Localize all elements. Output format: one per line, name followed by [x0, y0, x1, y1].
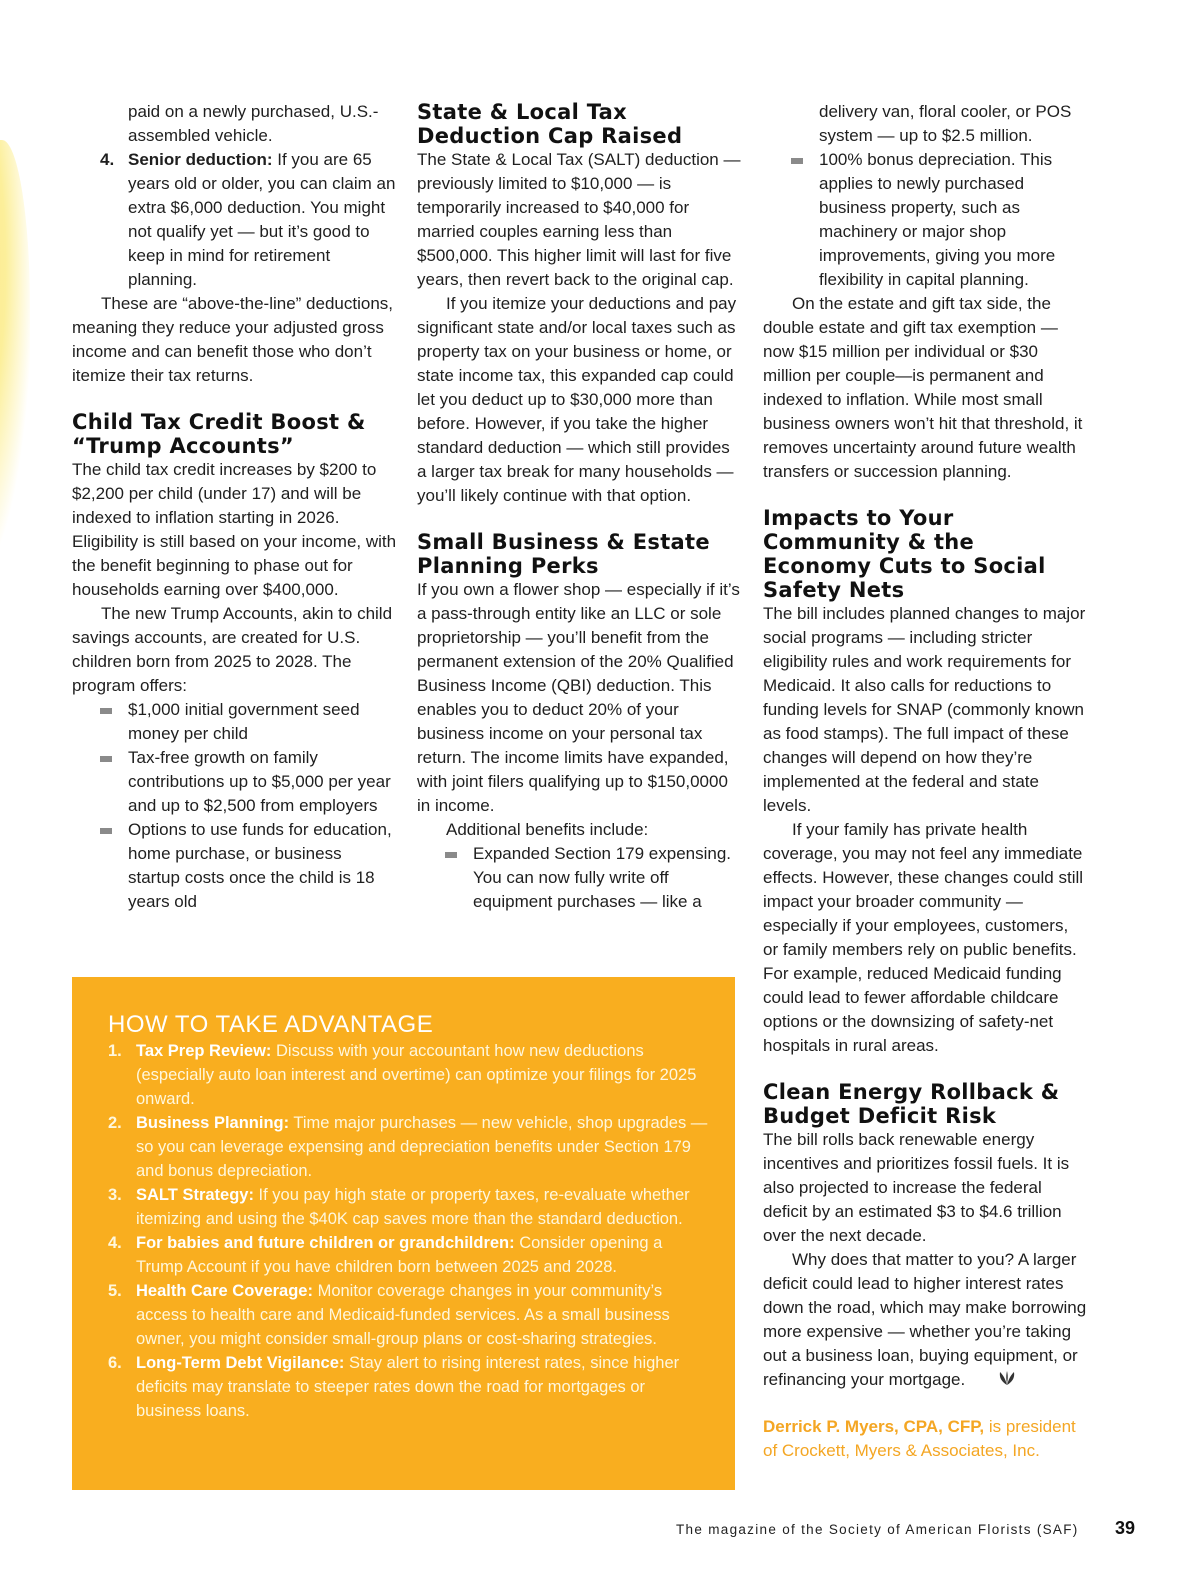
advantage-item — [108, 1351, 708, 1423]
senior-deduction-label: Senior deduction: — [128, 150, 273, 169]
item-label: Long-Term Debt Vigilance: — [136, 1354, 345, 1372]
list-item-text: $1,000 initial government seed money per child — [128, 700, 360, 743]
list-item — [763, 148, 1088, 292]
item-number: 2. — [108, 1114, 122, 1132]
bullet-icon — [100, 828, 112, 834]
list-item — [72, 818, 397, 914]
item-number: 1. — [108, 1042, 122, 1060]
paragraph: If you itemize your deductions and pay significant state and/or local taxes such as property tax on your business or home, or state income tax, this expanded cap could let you deduct up to $30,000 more than before. However, if you take the higher standard deduction — which still provides a larger tax break for many households — you’ll likely continue with that option. — [417, 294, 737, 505]
heading-salt-cap: State & Local Tax Deduction Cap Raised — [417, 100, 683, 148]
list-item-continued: paid on a newly purchased, U.S.-assembled vehicle. — [128, 102, 379, 145]
bullet-icon — [100, 756, 112, 762]
item-number: 4. — [108, 1234, 122, 1252]
item-text: Discuss with your accountant how new deductions (especially auto loan interest and overtime) can optimize your filings for 2025 onward. — [136, 1042, 697, 1108]
paragraph: The bill rolls back renewable energy incentives and prioritizes fossil fuels. It is also projected to increase the federal deficit by an estimated $3 to $4.6 trillion over the next decade. — [763, 1130, 1070, 1245]
paragraph-final — [763, 1248, 1088, 1393]
paragraph: On the estate and gift tax side, the double estate and gift tax exemption — now $15 million per individual or $30 million per couple—is permanent and indexed to inflation. While most small business owners won’t hit that threshold, it removes uncertainty around future wealth transfers or succession planning. — [763, 294, 1083, 481]
advantage-item — [108, 1231, 708, 1279]
item-label: Health Care Coverage: — [136, 1282, 313, 1300]
item-label: Business Planning: — [136, 1114, 290, 1132]
list-item-continued: delivery van, floral cooler, or POS system — up to $2.5 million. — [819, 102, 1072, 145]
item-label: Tax Prep Review: — [136, 1042, 272, 1060]
item-text: Stay alert to rising interest rates, since higher deficits may translate to steeper rates down the road for mortgages or business loans. — [136, 1354, 680, 1420]
senior-deduction-text: If you are 65 years old or older, you can claim an extra $6,000 deduction. You might not qualify yet — but it’s good to keep in mind for retirement planning. — [128, 150, 396, 289]
column-2 — [417, 100, 742, 914]
advantage-item — [108, 1183, 708, 1231]
bullet-icon — [100, 708, 112, 714]
bullet-icon — [791, 158, 803, 164]
bullet-icon — [445, 852, 457, 858]
list-item — [72, 746, 397, 818]
heading-child-tax-credit: Child Tax Credit Boost & “Trump Accounts” — [72, 410, 366, 458]
paragraph: The child tax credit increases by $200 to $2,200 per child (under 17) and will be indexed to inflation starting in 2026. Eligibility is still based on your income, with the benefit beginning to phase out for households earning over $400,000. — [72, 460, 397, 599]
item-label: For babies and future children or grandchildren: — [136, 1234, 515, 1252]
item-number: 6. — [108, 1354, 122, 1372]
paragraph: The new Trump Accounts, akin to child savings accounts, are created for U.S. children born from 2025 to 2028. The program offers: — [72, 604, 393, 695]
magazine-footer: The magazine of the Society of American Florists (SAF) — [676, 1522, 1079, 1537]
item-number: 5. — [108, 1282, 122, 1300]
saf-logo-icon — [969, 1369, 1016, 1393]
paragraph: The bill includes planned changes to major social programs — including stricter eligibility rules and work requirements for Medicaid. It also calls for reductions to funding levels for SNAP (commonly known as food stamps). The full impact of these changes will depend on how they’re implemented at the federal and state levels. — [763, 604, 1086, 815]
heading-community-impacts: Impacts to Your Community & the Economy Cuts to Social Safety Nets — [763, 506, 1046, 602]
list-number: 4. — [100, 150, 115, 169]
advantage-item — [108, 1039, 708, 1111]
box-title: HOW TO TAKE ADVANTAGE — [108, 1011, 434, 1038]
list-item — [417, 842, 742, 914]
trump-accounts-list — [72, 698, 397, 914]
paragraph: Additional benefits include: — [446, 820, 649, 839]
paragraph: If your family has private health coverage, you may not feel any immediate effects. However, these changes could still impact your broader community — especially if your employees, customers, or family members rely on public benefits. For example, reduced Medicaid funding could lead to fewer affordable childcare options or the downsizing of safety-net hospitals in rural areas. — [763, 820, 1084, 1055]
paragraph-text: Why does that matter to you? A larger deficit could lead to higher interest rates down the road, which may make borrowing more expensive — whether you’re taking out a business loan, buying equipment, or refinancing your mortgage. — [763, 1250, 1087, 1389]
item-text: Monitor coverage changes in your community’s access to health care and Medicaid-funded services. As a small business owner, you might consider small-group plans or cost-sharing strategies. — [136, 1282, 670, 1348]
advantage-item — [108, 1279, 708, 1351]
item-number: 3. — [108, 1186, 122, 1204]
author-byline — [763, 1415, 1088, 1463]
page-number: 39 — [1115, 1518, 1136, 1538]
watercolor-splash — [0, 140, 30, 560]
advantage-item — [108, 1111, 708, 1183]
column-1 — [72, 100, 397, 914]
item-text: Time major purchases — new vehicle, shop upgrades — so you can leverage expensing and depreciation benefits under Section 179 and bonus depreciation. — [136, 1114, 708, 1180]
paragraph: These are “above-the-line” deductions, meaning they reduce your adjusted gross income and can benefit those who don’t itemize their tax returns. — [72, 294, 393, 385]
column-3 — [763, 100, 1088, 1463]
list-item-text: 100% bonus depreciation. This applies to newly purchased business property, such as machinery or major shop improvements, giving you more flexibility in capital planning. — [819, 150, 1056, 289]
heading-clean-energy: Clean Energy Rollback & Budget Deficit Risk — [763, 1080, 1060, 1128]
how-to-take-advantage-box — [72, 977, 735, 1490]
list-item-text: Expanded Section 179 expensing. You can now fully write off equipment purchases — like a — [473, 844, 732, 911]
paragraph: The State & Local Tax (SALT) deduction — previously limited to $10,000 — is temporarily increased to $40,000 for married couples earning less than $500,000. This higher limit will last for five years, then revert back to the original cap. — [417, 150, 741, 289]
item-text: If you pay high state or property taxes, re-evaluate whether itemizing and using the $40K cap saves more than the standard deduction. — [136, 1186, 690, 1228]
heading-small-business: Small Business & Estate Planning Perks — [417, 530, 710, 578]
author-name: Derrick P. Myers, CPA, CFP, — [763, 1416, 985, 1436]
item-text: Consider opening a Trump Account if you have children born between 2025 and 2028. — [136, 1234, 663, 1276]
senior-deduction-item — [72, 148, 397, 292]
list-item — [72, 698, 397, 746]
author-title: is president of Crockett, Myers & Associates, Inc. — [763, 1416, 1076, 1460]
list-item-text: Tax-free growth on family contributions up to $5,000 per year and up to $2,500 from employers — [128, 748, 391, 815]
list-item-text: Options to use funds for education, home purchase, or business startup costs once the child is 18 years old — [128, 820, 392, 911]
item-label: SALT Strategy: — [136, 1186, 254, 1204]
paragraph: If you own a flower shop — especially if it’s a pass-through entity like an LLC or sole proprietorship — you’ll benefit from the permanent extension of the 20% Qualified Business Income (QBI) deduction. This enables you to deduct 20% of your business income on your personal tax return. The income limits have expanded, with joint filers qualifying up to $150,0000 in income. — [417, 580, 740, 815]
advantage-list — [108, 1039, 708, 1423]
